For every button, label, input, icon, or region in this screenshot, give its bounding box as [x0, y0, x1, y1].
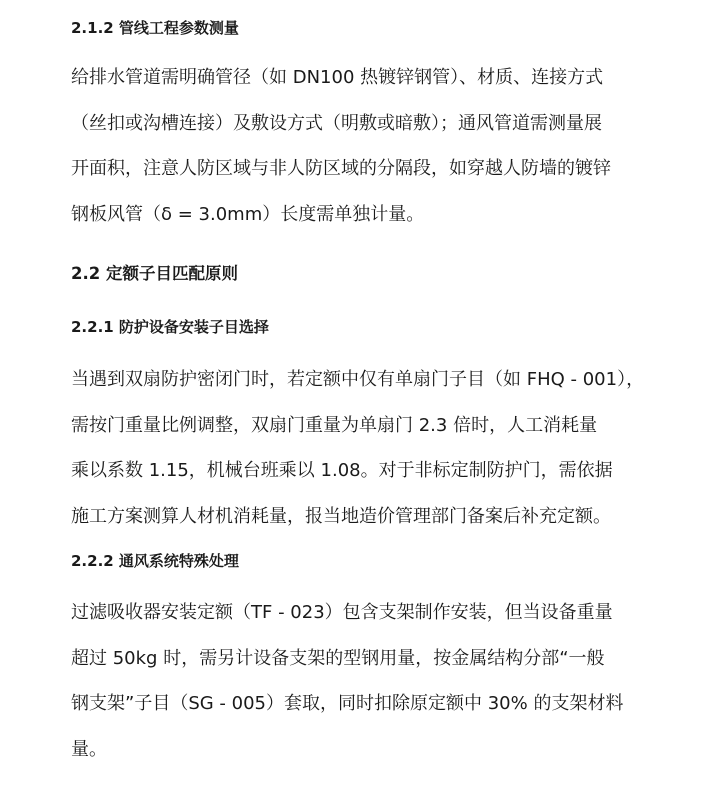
section-heading-2-2-1: 2.2.1 防护设备安装子目选择	[71, 318, 269, 336]
paragraph-line: 需按门重量比例调整，双扇门重量为单扇门 2.3 倍时，人工消耗量	[71, 414, 598, 436]
section-heading-2-2: 2.2 定额子目匹配原则	[71, 264, 238, 283]
paragraph-line: （丝扣或沟槽连接）及敷设方式（明敷或暗敷）；通风管道需测量展	[71, 112, 602, 134]
paragraph-pipeline-measurement	[71, 55, 657, 237]
paragraph-protective-equipment	[71, 357, 657, 539]
paragraph-line: 当遇到双扇防护密闭门时，若定额中仅有单扇门子目（如 FHQ - 001），	[71, 369, 645, 390]
paragraph-line: 量。	[71, 738, 107, 760]
paragraph-line: 开面积，注意人防区域与非人防区域的分隔段，如穿越人防墙的镀锌	[71, 158, 611, 179]
section-heading-2-2-2: 2.2.2 通风系统特殊处理	[71, 552, 239, 570]
paragraph-line: 乘以系数 1.15，机械台班乘以 1.08。对于非标定制防护门，需依据	[71, 460, 613, 481]
paragraph-line: 给排水管道需明确管径（如 DN100 热镀锌钢管）、材质、连接方式	[71, 67, 604, 88]
paragraph-line: 钢支架”子目（SG - 005）套取，同时扣除原定额中 30% 的支架材料	[71, 693, 624, 714]
paragraph-ventilation-system	[71, 590, 657, 772]
paragraph-line: 过滤吸收器安装定额（TF - 023）包含支架制作安装，但当设备重量	[71, 602, 613, 623]
paragraph-line: 施工方案测算人材机消耗量，报当地造价管理部门备案后补充定额。	[71, 505, 611, 527]
paragraph-line: 超过 50kg 时，需另计设备支架的型钢用量，按金属结构分部“一般	[71, 647, 605, 669]
paragraph-line: 钢板风管（δ = 3.0mm）长度需单独计量。	[71, 203, 425, 225]
section-heading-2-1-2: 2.1.2 管线工程参数测量	[71, 19, 239, 37]
